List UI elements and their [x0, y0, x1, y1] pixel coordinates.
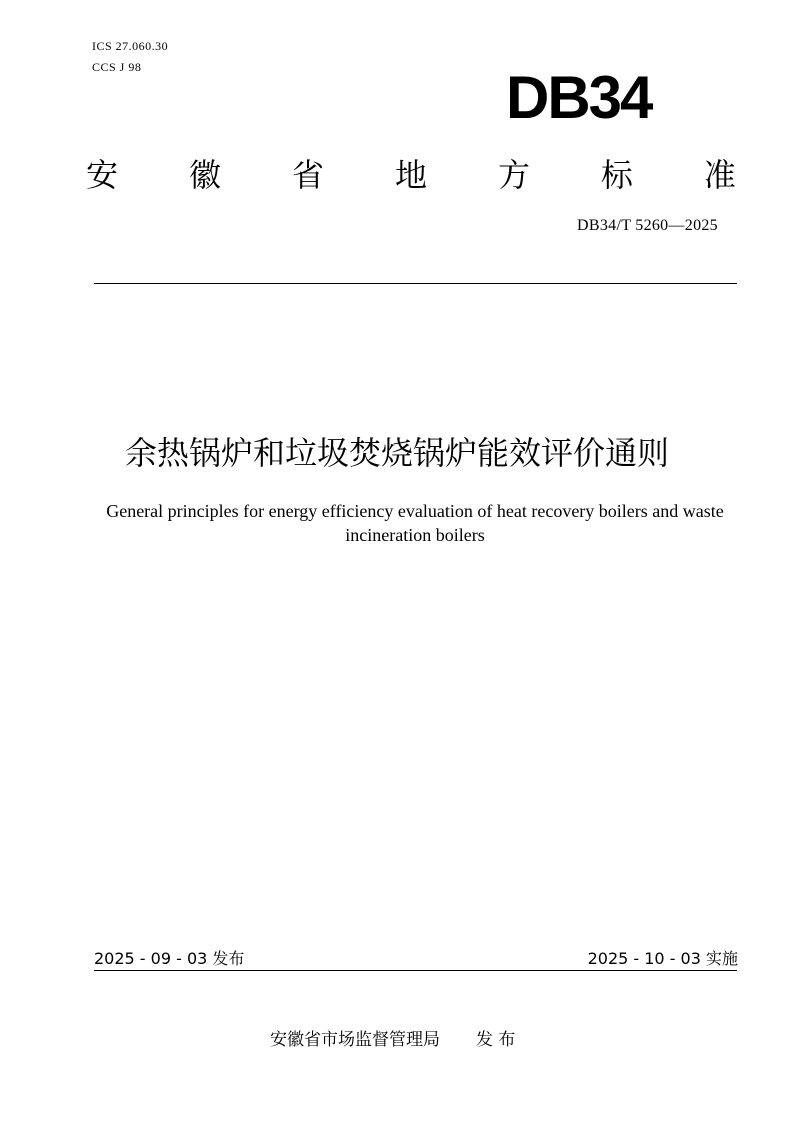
- ccs-code: CCS J 98: [92, 60, 142, 74]
- standard-type-char: 省: [291, 156, 324, 194]
- implementation-date: 2025 - 10 - 03 实施: [587, 949, 738, 968]
- title-english-line: incineration boilers: [345, 525, 485, 545]
- title-english-line: General principles for energy efficiency evaluation of heat recovery boilers and waste: [106, 501, 724, 521]
- standard-number: DB34/T 5260—2025: [577, 217, 718, 234]
- standard-type-char: 地: [394, 156, 427, 194]
- standard-type-char: 准: [703, 156, 736, 194]
- issuer-action: 发 布: [476, 1030, 516, 1050]
- standard-type-heading: [86, 150, 736, 196]
- issue-date: 2025 - 09 - 03 发布: [94, 949, 245, 968]
- issuer: [270, 1025, 515, 1050]
- standard-type-char: 徽: [188, 156, 221, 194]
- ics-code: ICS 27.060.30: [92, 39, 169, 53]
- standard-type-char: 安: [86, 156, 119, 194]
- title-chinese: 余热锅炉和垃圾焚烧锅炉能效评价通则: [124, 434, 669, 472]
- title-english: [90, 499, 740, 547]
- top-divider: [94, 283, 737, 284]
- issuer-name: 安徽省市场监督管理局: [270, 1030, 440, 1050]
- db34-logo: DB34: [506, 64, 652, 131]
- standard-type-char: 标: [600, 156, 633, 194]
- standard-type-char: 方: [497, 156, 530, 194]
- bottom-divider: [94, 970, 737, 971]
